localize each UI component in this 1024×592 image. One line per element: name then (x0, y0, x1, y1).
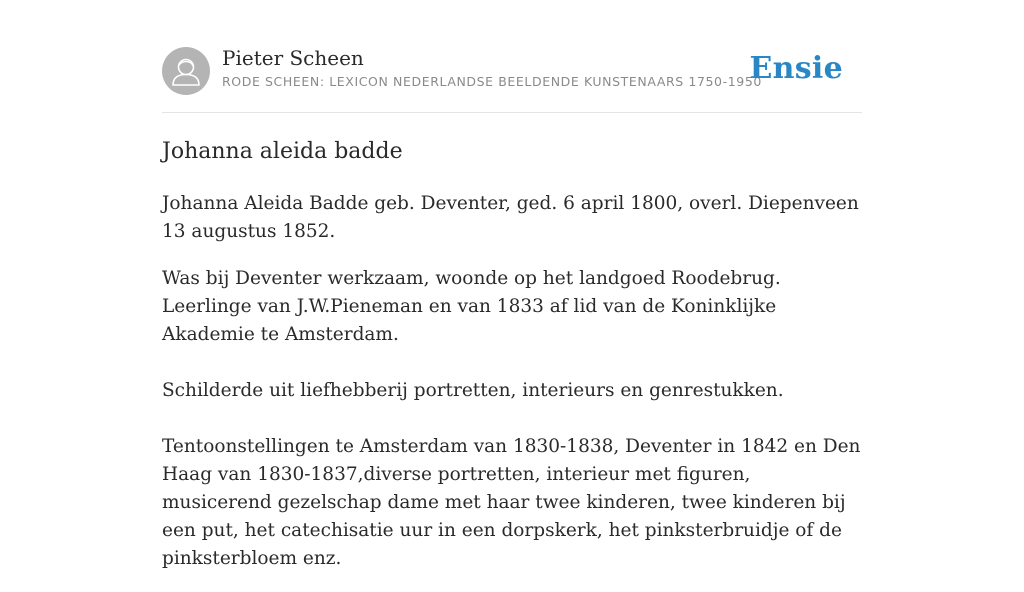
article-body (162, 190, 862, 592)
paragraph: Tentoonstellingen te Amsterdam van 1830-1838, Deventer in 1842 en Den Haag van 1830-1837,diverse portretten, interieur met figuren, musicerend gezelschap dame met haar twee kinderen, twee kinderen bij een put, het catechisatie uur in een dorpskerk, het pinksterbruidje of de pinksterbloem enz. (162, 436, 861, 569)
article-card (162, 0, 862, 569)
user-avatar-icon[interactable] (162, 47, 210, 95)
author-name[interactable]: Pieter Scheen (222, 46, 364, 70)
paragraph: Johanna Aleida Badde geb. Deventer, ged. 6 april 1800, overl. Diepenveen 13 augustus 1852. (162, 193, 859, 242)
paragraph: Schilderde uit liefhebberij portretten, interieurs en genrestukken. (162, 380, 784, 401)
article-header (162, 0, 862, 113)
article-title: Johanna aleida badde (162, 139, 403, 164)
user-silhouette-icon (162, 47, 210, 95)
author-block (222, 44, 762, 91)
source-label: RODE SCHEEN: LEXICON NEDERLANDSE BEELDENDE KUNSTENAARS 1750-1950 (222, 74, 762, 89)
ensie-logo[interactable]: Ensie (749, 51, 843, 86)
paragraph: Was bij Deventer werkzaam, woonde op het landgoed Roodebrug. Leerlinge van J.W.Pieneman en van 1833 af lid van de Koninklijke Akademie te Amsterdam. (162, 268, 781, 345)
